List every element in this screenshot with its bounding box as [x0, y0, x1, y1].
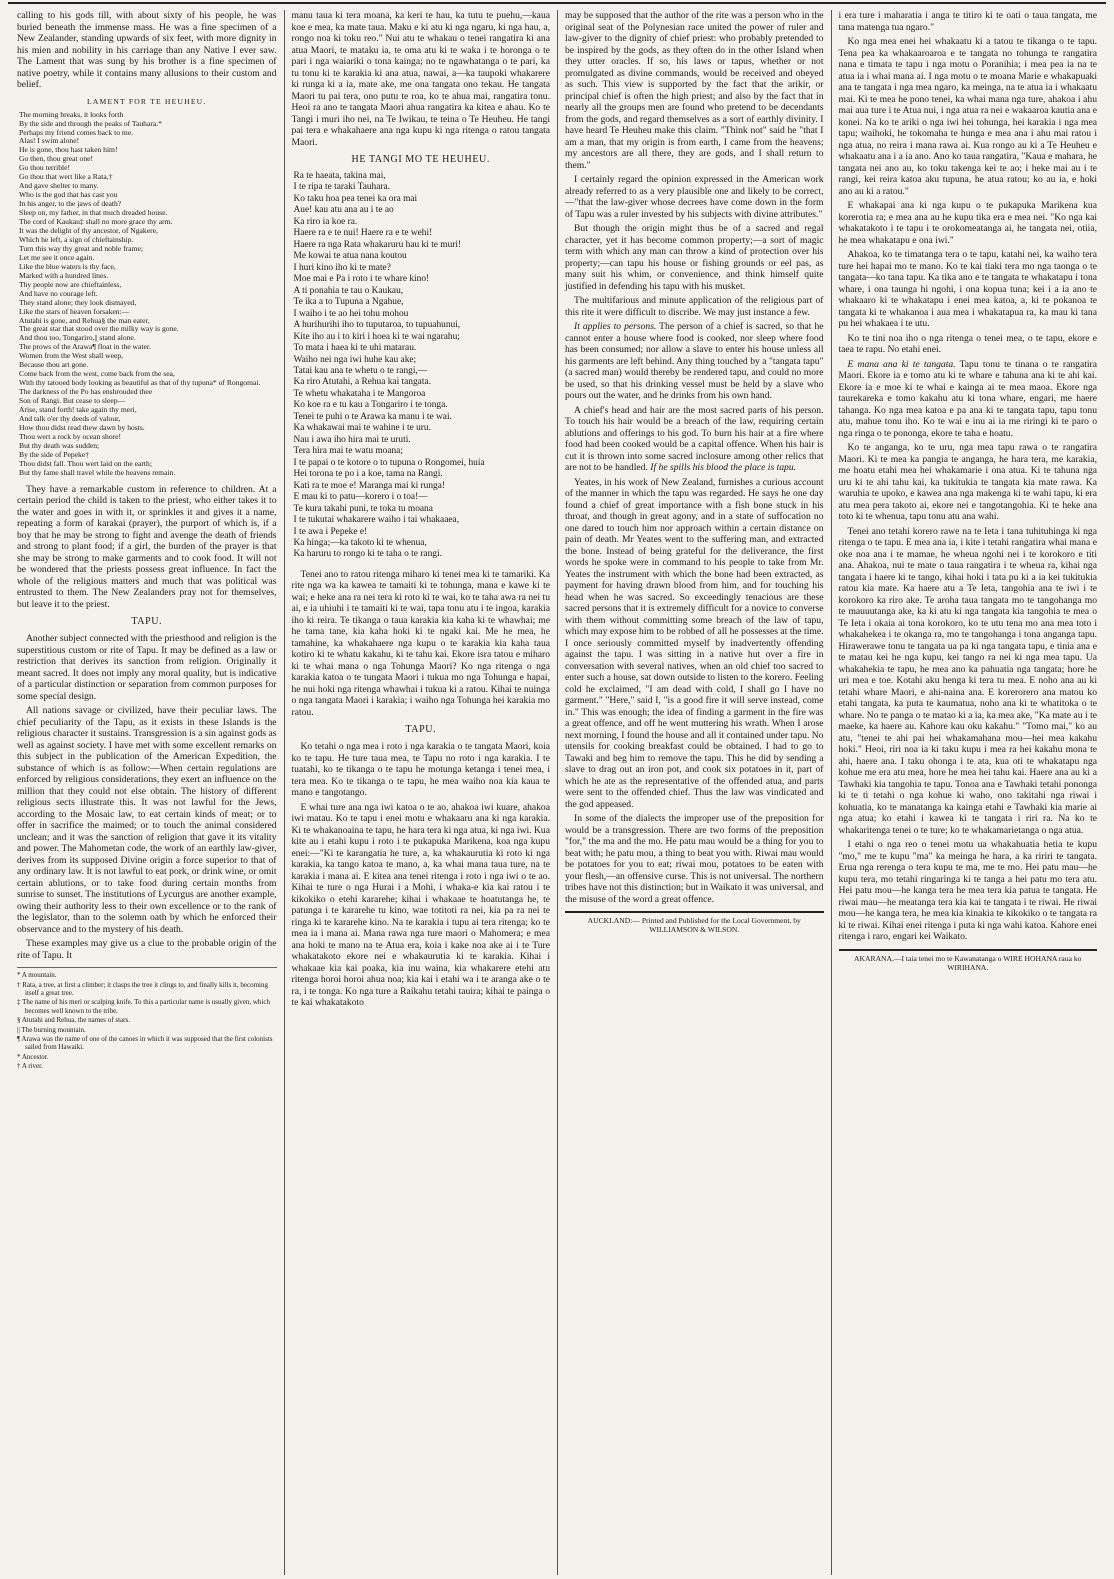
column-1-english: [10, 10, 284, 1575]
lament-line: Because thou art gone.: [19, 360, 89, 370]
tangi-line: I te awa i Pepeke e!: [293, 526, 368, 537]
col1-footnotes: [17, 967, 277, 1070]
column-4-maori: [831, 10, 1105, 1575]
footnote: || The burning mountain.: [17, 1025, 86, 1034]
lament-line: Go then, thou great one!: [19, 154, 94, 164]
tangi-line: Tenei te puhi o te Arawa ka manu i te wai.: [293, 411, 452, 422]
lament-line: Like the stars of heaven forsaken:—: [19, 306, 130, 316]
lament-line: Go thou that wert like a Rata,†: [19, 172, 113, 182]
tangi-line: Ka haruru to rongo ki te taha o te rangi.: [293, 549, 442, 560]
tangi-line: Moe mai e Pa i roto i te whare kino!: [293, 274, 430, 285]
col4-paragraph-tini: Ko te tini noa iho o nga ritenga o tenei mea, o te tapu, ekore e taea te rapu. No etahi enei.: [838, 332, 1097, 355]
tangi-line: Tatai kau ana te whetu o te rangi,—: [293, 365, 428, 376]
column-2-maori: [284, 10, 558, 1575]
footnote: * A mountain.: [17, 971, 57, 980]
lament-line: Perhaps my friend comes back to me.: [19, 127, 134, 137]
lament-line: But thy death was sudden;: [19, 440, 100, 450]
english-imprint: AUCKLAND:— Printed and Published for the Local Government, by WILLIAMSON & WILSON.: [565, 911, 824, 935]
lament-line: And thou too, Tongariro,|| stand alone.: [19, 333, 136, 343]
lament-title: LAMENT FOR TE HEUHEU.: [87, 96, 207, 106]
col2-intro-paragraph: manu taua ki tera moana, ka keri te hau, ka tutu te puehu,—kaua koe e mea, ka mate taua. Maku e ki atu ki nga ngaru, ki nga hau, a, rongo noa ki toku reo." Nui atu te whakau o tenei rangatira ki ana atua Maori, te mataku ia, te oma atu ki te waka i te horonga o te pari i nga waiariki o tona kainga; no te ngawhatanga o te pari, ka tu tonu ki te karakia ki ana atua, nawai, a—ka taupoki whakarere ki runga ki a ia, mate ake, me ona tangata ono tekau. He tangata Maori tu pai tera, ono putu te roa, ko te ahua mai, rangatira tonu. Heoi ra ano te tangata Maori ahua rangatira ka kitea e ahau. Ko te Tangi i muri iho nei, na Te Iwikau, te teina o Te Heuheu. He tangi pai tera e whakahaere ana nga kupu ki nga ritenga o ratou tangata Maori.: [291, 10, 550, 148]
col4-paragraph-anganga: Ko te anganga, ko te uru, nga mea tapu rawa o te rangatira Maori. Ki te mea ka pangia te anganga, he hara tera, me karakia, me hoatu etahi mea hei whakamarie i ona atua. Ki te tahuna nga uru ki te ahi tahu kai, ka tukitukia te tangata kia mate rawa. Ka waruhia te upoko, e kawea ana nga makenga ki te wahi tapu, ki era atu mea pera takoto ai, ekore nei e tangotangohia. Ki te heke ana toto ki te whenua, tapu tonu atu ana wahi.: [838, 442, 1097, 522]
col3-paragraph-head-hair: [565, 405, 824, 474]
col3-paragraph-yeates: Yeates, in his work of New Zealand, furnishes a curious account of the manner in which the tapu was regarded. He says he one day found a chief of great importance with a fish bone stuck in his throat, and though in great agony, and in a state of suffocation no one dared to touch him nor approach within a certain distance on pain of death. Mr Yeates went to the suffering man, and extracted the bone. Instead of being grateful for the deliverance, the first words he spoke were in command to his people to take from Mr. Yeates the instrument with which the bone had been extracted, as payment for having drawn blood from him, and for touching his head when he was sacred. So exceedingly tenacious are these sacred persons that it is extremely difficult for a novice to converse with them without committing some breach of the law of tapu, which may expose him to be robbed of all he possesses at the time. I once seriously committed myself by inadvertently offending against the tapu. I was sitting in a native hut over a fire in conversation with several natives, when an old chief too sacred to enter such a house, sat down outside to listen to the korero. Feeling cold he exclaimed, "I am dead with cold, I shall go I have no garment." "Here," said I, "is a good fire it will serve instead, come in." This was enough; the idea of finding a garment in the fire was a great offence, and off he went muttering his wrath. When I arose next morning, I found the house and all it contained under tapu. No utensils for cooking breakfast could be obtained. I had to go to Tawaki and beg him to remove the tapu. This he did by sending a slave to drag out an iron pot, and cook six potatoes in it, part of which he ate as the representative of the offended atua, and parts were sent to the offended chief. Thus the law was vindicated and the god appeased.: [565, 476, 824, 810]
col4-paragraph-mana: [839, 359, 1098, 440]
tangi-line: Ka hinga;—ka takoto ki te whenua,: [293, 538, 427, 548]
tangi-line: A ti ponahia te tau o Kaukau,: [293, 285, 404, 296]
tangi-line: Ko koe ra e tu kau a Tongariro i te tonga.: [293, 400, 448, 411]
col1-paragraph-children: They have a remarkable custom in reference to children. At a certain period the child is taken to the priest, who either takes it to the water and goes in with it, or sprinkles it and gives it a name, repeating a form of karakai (prayer), the purport of which is, if a boy that he may be strong to fight and avenge the death of friends and strong to plant food; if a girl, the burden of the prayer is that she may be strong to make garments and to cook food. It will not be wondered that the priests possess great influence. In fact the whole of the religious matters and much that was political was entrusted to them. The New Zealanders pray not for themselves, but leave it to the priest.: [17, 483, 277, 610]
tangi-line: Te whetu whakataha i te Mangoroa: [293, 388, 426, 399]
lament-line: The morning breaks, it looks forth: [19, 109, 124, 119]
tangi-line: Ka riro ia koe ra.: [293, 216, 358, 227]
tangi-line: Waiho nei nga iwi huhe kau ake;: [293, 354, 417, 365]
tangi-line: A hurihurihi iho to tuputaroa, to tupuahunui,: [293, 320, 461, 331]
col4-mana-text: Tapu tonu te tinana o te rangatira Maori. Ekore ia e tomo atu ki te whare e tahuna ana ki te ahi kai. Ekore ia e moe ki te whai e kainga ai te mea maoa. Ekore nga taurekareka e tomo kakahu atu ki tona whare, engari, me haere tahanga. Ko nga mea katoa e pa ana ki te tangata tapu, tapu tonu atu, mahue tonu iho. Ko te wai e inu ai ia me riringi ki te paro o nga ringa o te pononga, ekore te taha e hoatu.: [838, 358, 1097, 439]
tangi-chant: [294, 171, 551, 561]
lament-line: Arise, stand forth! take again thy meri,: [19, 405, 137, 415]
lament-line: And have no courage left.: [19, 288, 98, 298]
lament-line: Son of Rangi. But cease to sleep—: [19, 396, 126, 406]
footnote: ¶ Arawa was the name of one of the canoes in which it was supposed that the first colonists sailed from Hawaiki.: [17, 1034, 273, 1052]
tangi-line: I huri kino iho ki te mate?: [293, 262, 391, 273]
lament-line: By the side of Pepeke†: [19, 449, 90, 459]
tangi-line: Nau i awa iho hira mai te uruti.: [293, 434, 411, 445]
col3-paragraph-property: But though the origin might thus be of a sacred and regal character, yet it has become common property;—a sort of magic term with which any man can throw a kind of protection over his property;—can tapu his house or fishing grounds or eel pas, as many suit his whim, or convenience, and think himself quite justified in defending his tapu with his musket.: [565, 223, 824, 292]
lament-line: With thy tatooed body looking as beautiful as that of thy tupuna* of Rongomai.: [19, 378, 261, 388]
column-container: [10, 10, 1104, 1575]
lament-line: In his anger, to the jaws of death?: [19, 199, 122, 209]
col1-paragraph-nations: All nations savage or civilized, have their peculiar laws. The chief peculiarity of the Tapu, as it exists in these Islands is the religious character it sustains. Transgression is a sin against gods as well as against society. I have met with some excellent remarks on this subject in the publication of the American Expedition, the substance of which is as follow:—When certain regulations are enforced by religious considerations, they exert an influence on the million that they could not else obtain. The history of different religious sects illustrate this. It was not lawful for the Jews, according to the Mosaic law, to eat certain kinds of meat; or to offer in sacrifice the maimed; or to touch the animal considered unclean; and it was the sanction of religion that gave it its vitality and power. The Mahometan code, the work of an earthly law-giver, derives from its supposed Divine origin a force superior to that of any ordinary law. It is not lawful to eat pork, or drink wine, or omit certain ablutions, or to take food during certain months from sunrise to sunset. The institutions of Lycurgus are another example, owing their authority less to their own excellence or to the rank of the legislator, than to the solemn oath by which he enforced their observance and to the mystery of his death.: [17, 705, 277, 935]
tangi-line: Ko taku hoa pea tenei ka ora mai: [293, 193, 418, 204]
lament-line: Alas! I swim alone!: [19, 136, 80, 146]
top-rule: [8, 2, 1106, 4]
col4-paragraph-timatanga: Ahakoa, ko te timatanga tera o te tapu, katahi nei, ka waiho tera ture hei hapai mo te mano. Ko te kai tiaki tera mo nga taonga o te tangata—ko tana tapu. Ka tika ano e te tangata te whakatapu i tona whare, i ona taunga hi ngohi, i ona kopua tuna; kei i a ia ano te whakaaro ki te whakatapu i enei mea katoa, a, ki te pokanoa te tangata ki te whakanoa i aua mea i whakatapua ra, ka mau ki tana pu hei whakaea i te utu.: [838, 249, 1097, 329]
lament-line: Thou didst fall. Thou wert laid on the earth;: [19, 458, 152, 468]
lament-line: Thy people now are chieftainless,: [19, 279, 122, 289]
column-3-english: [557, 10, 831, 1575]
lament-line: Women from the West shall weep,: [19, 351, 124, 361]
col1-intro-paragraph: calling to his gods till, with about sixty of his people, he was buried beneath the immense mass. He was a fine specimen of a New Zealander, standing upwards of six feet, with more dignity in his mien and nobility in his carriage than any Native I ever saw. The Lament that was sung by his brother is a fine specimen of native poetry, while it contains many allusions to their custom and belief.: [17, 10, 277, 90]
tangi-line: Me kowai te atua nana koutou: [293, 251, 407, 262]
tangi-line: I te papai o te kotore o to tupuna o Rongomei, huia: [293, 457, 485, 468]
tangi-line: Te kura takahi puni, te toka tu moana: [293, 503, 433, 514]
col3-head-hair-tail: If he spills his blood the place is tapu.: [650, 462, 797, 473]
lament-line: The darkness of the Po has enshrouded thee: [19, 387, 153, 397]
col2-paragraph-tamariki: Tenei ano to ratou ritenga miharo ki tenei mea ki te tamariki. Ka rite nga wa ka kawea te tamaiti ki te tohunga, mana e kawe ki te wai; e heke ana ra nei tera ki roto ki te wai, ko te taha awa ra nei tu ai, e ia uhiuhi i te tamaiti ki te wai, tapa tonu atu i te ingoa, karakia iho ki reira. Te tikanga o taua karakia kia kaha ki te whawhai; me he tama tane, kia kaha hoki ki te ngaki kai. Me he mea, he tamahine, ka whakahaere nga kupu o te karakia kia kaha taua kotiro ki te whatu kakahu, ki te tahu kai. Ekore isra tatou e miharo ki te whai mana o nga Tohunga Maori? Ko nga ritenga o nga karakia katoa o te tungata Maori i tukua mo nga Tohunga e hapai, he nui hoki nga ritenga whawhai i tukua ki a ratou. Kihai te nuinga o nga tangata Maori i karakia; i waiho nga Tohunga hei karakia mo ratou.: [291, 568, 550, 718]
tangi-line: I te ripa te taraki Tauhara.: [293, 182, 391, 193]
tangi-line: Ra te haeata, takina mai,: [293, 171, 386, 181]
tangi-line: Aue! kau atu ana au i te ao: [293, 205, 394, 216]
lament-line: Marked with a hundred lines.: [19, 270, 109, 280]
col2-tapu-heading: TAPU.: [405, 724, 437, 736]
col4-intro-paragraph: i era ture i maharatia i anga te titiro ki te oati o taua tangata, me tana matenga tua ngaro.": [838, 10, 1097, 33]
col3-paragraph-persons: [565, 321, 824, 402]
lament-line: Atutahi is gone, and Rehua§ the man eater,: [19, 315, 150, 325]
lament-poem: [19, 111, 277, 478]
col4-paragraph-whakapai: E whakapai ana ki nga kupu o te pukapuka Marikena kua korerotia ra; e mea ana au he kupu tika era e mea nei. "Ko nga kai whakatakoto i te tapu i te orokomeatanga ai, he tangata nei, otiia, he mea whakatapu e ona iwi.": [838, 200, 1097, 246]
tangi-line: Tera hira mai te watu moana;: [293, 446, 403, 457]
tangi-line: I te tukutai whakarere waiho i tai whakaaea,: [293, 515, 460, 526]
tangi-line: Ka whakawai mai te wahine i te uru.: [293, 423, 431, 434]
tangi-line: Hei torona te po i a koe, tama na Rangi.: [293, 469, 443, 480]
col4-mana-lead: E mana ana ki te tangata.: [847, 358, 956, 370]
tangi-line: Kite iho au i to kiri i hoea ki te wai ngarahu;: [293, 331, 460, 342]
tangi-line: Haere ra nga Rata whakaruru hau ki te muri!: [293, 239, 462, 250]
col1-paragraph-tapu-definition: Another subject connected with the priesthood and religion is the superstitious custom or rite of Tapu. It may be defined as a law or restriction that derives its sanction from religion. Originally it meant sacred. It does not imply any moral quality, but is indicative of a particular distinction or separation from common purposes for some special design.: [17, 633, 277, 702]
tangi-line: Haere ra e te nui! Haere ra e te wehi!: [293, 228, 433, 239]
tangi-line: Kati ra te moe e! Maranga mai ki runga!: [293, 480, 445, 491]
lament-line: Like the blue waters is thy face,: [19, 261, 116, 271]
col2-paragraph-ture: E whai ture ana nga iwi katoa o te ao, ahakoa iwi kuare, ahakoa iwi matau. Ko te tapu i enei motu e whakaaru ana ki nga karakia. Ki te whakanoaina te tapu, he hara tera ki nga atua, ki nga iwi. Kua kite au i etahi kupu i roto i te pukapuka Marikena, koa nga kupu enei:—"Ki te karangatia he ture, a, ka whakaurutia ki roto ki nga karakia, ka tango katoa te mano, a, ka whai mana taua ture, na te karakia i mana ai. E kitea ana tenei ritenga i roto i nga iwi o te ao. Kihai te ture o nga Hurai i a Mohi, i whaka-e kia kai ratou i te kikokiko o etehi kararehe; kihai i whakaae te hoatutanga he, te patunga i te kararehe tu kino, wae totitoti ra nei, kia pa ra nei te ringa ki te kararehe kino. Na te karakia i tupu ai tera ritenga; ko te mea ia i mana ai. Mana rawa nga ture maori o Mahomera; e mea ana hoki te mano na te Atua era, koia i kake noa ake ai i te Ture whakatakoto ekore nei e whakaurutia ki te karakia. Kihai i whakaae kia kai poaka, kia inu waina, kia whakarere etehi atu ritenga horoi horoi ahua noa; kia kai i etahi wa i te aranga ake o te ra, i te tonga. Ko nga ture a Raikahu tetahi tauira; kihai te painga o te kai whakatakoto: [291, 801, 550, 1009]
col3-intro-paragraph: may be supposed that the author of the rite was a person who in the original seat of the Polynesian race united the power of ruler and law-giver to the dignity of chief priest: who probably pretended to be inspired by the gods, as they often do in the other Island when they utter oracles. If so, his laws or tapus, whether or not promulgated as divine commands, would be received and obeyed as such. This view is supported by the fact that the arikir, or principal chief is often the high priest; and also by the fact that in nearly all the groups men are found who pretend to be decendants from the gods, and regard themselves as a sort of earthly divinity. I have heard Te Heuheu make this claim. "Think not" said he "that I am a man, that my origin is from earth, I came from the heavens; my ancestors are all there, they are gods, and I shall return to them.": [565, 10, 824, 171]
tangi-line: Ka riro Atutahi, a Rehua kai tangata.: [293, 377, 431, 388]
lament-line: The prows of the Arawa¶ float in the water.: [19, 342, 151, 352]
col3-persons-text: The person of a chief is sacred, so that he cannot enter a house where food is cooked, nor sleep where food has been consumed; nor allow a slave to enter his house unless all his garments are left behind. Any thing touched by a "tangata tapu" (a sacred man) would thereby be rendered tapu, and could no more be used, so that his drinking vessel must be held by a slave who pours out the water, and he drinks from his own hand.: [565, 321, 824, 401]
footnote: † Rata, a tree, at first a climber; it clasps the tree it clings to, and finally kills it, becoming itself a great tree.: [17, 980, 268, 997]
lament-line: Who is the god that has cast you: [19, 190, 118, 200]
col4-paragraph-reo: I etahi o nga reo o tenei motu ua whakahuatia hetia te kupu "mo," me te kupu "ma" ka meinga he hara, a ka ririri te tangata. Erua nga rerenga o tera kupu te ma, me te mo. Hei patu mau—he kupu tera, mo tetahi ringaringa ki te tanga a hei patu mo tera atu. Hei patu mou—he kanga tera he mea tera kia patua te tangata. He riwai mau—he meatanga tera kia kai te tangata i te riwai. He riwai mou—he kanga tera, he mea kia kinakia te kikokiko o te tangata ra ki te riwai. Kihai enei ritenga i puta ki nga wahi katoa. Kahore enei ritenga i raro, engari kei Waikato.: [838, 839, 1097, 942]
lament-line: It was the delight of thy ancestor, of Ngakere,: [19, 226, 158, 235]
tangi-title: HE TANGI MO TE HEUHEU.: [351, 154, 490, 165]
lament-line: How thou didst read thew dawn by hosts.: [19, 422, 145, 432]
footnote: ‡ The name of his meri or scalping knife. To this a particular name is usually given, which becomes well known to the tribe.: [17, 998, 270, 1015]
tangi-line: E mau ki to patu—korero i o toa!—: [293, 492, 428, 503]
col3-head-hair-text: A chief's head and hair are the most sacred parts of his person. To touch his hair would be a breach of the law, requiring certain ablutions and offerings to his god. To burn his hair at a fire where food had been cooked would be a capital offence. When his hair is cut it is thrown into some sacred inclosure among other relics that are not to be handled.: [565, 404, 824, 473]
lament-line: Which he left, a sign of chieftainship.: [19, 234, 134, 244]
lament-line: He is gone, thou hast taken him!: [19, 145, 118, 155]
col3-persons-lead: It applies to persons.: [574, 321, 657, 332]
col1-paragraph-examples: These examples may give us a clue to the probable origin of the rite of Tapu. It: [17, 938, 277, 961]
lament-line: Thou wert a rock by ocean shore!: [19, 431, 122, 441]
col4-paragraph-tikanga: Ko nga mea enei hei whakaatu ki a tatou te tikanga o te tapu. Tena pea ka whakaaroaroa e te tangata no tohunga te rangatira nana e timata te tapu i nga motu o Poranihia; i mea pea ia na te atua ia i whai mana ai. I nga motu o te moana Marie e whakapuaki ana te tangata i nga mea ngaro, ka meinga, na te atua ia i whakaatu mai. Ki te mea he pono tenei, ka whai mana nga ture, ahakoa i ahu mai aua ture i te Atua nui, i nga atua ra nei e wakaaroa kautia ana e konei. Na ko te ariki o nga iwi hei tohunga, hei karakia i nga mea tapu; waihoki, he tokomaha te hunga e mea ana i ahu mai ratou i nga atua, no reira i mana rawa ai. Kua rongo au ki a Te Heuheu e whakaatu ana i a ia ano. Ano ko taua rangatira, "Kaua e mahara, he tangata nei ano au, ko toku takenga kei te ao; i heke mai au i te rangi, kei reira katoa aku tupuna, he atua ratou; ko au ia, e hoki ano au ki a ratou.": [838, 36, 1097, 197]
lament-line: They stand alone; they look dismayed,: [19, 297, 137, 307]
lament-line: The cord of Kaukau‡ shall no more grace thy arm.: [19, 217, 173, 227]
tangi-line: To mata i haea ki te uhi matarau.: [293, 343, 417, 354]
col3-paragraph-dialects: In some of the dialects the improper use of the preposition for would be a transgression. There are two forms of the preposition "for," the ma and the mo. He patu mau would be a thing for you to beat with; he patu mou, a thing to beat you with. Riwai mau would be potatoes for you to eat; riwai mou, potatoes to be eaten with your flesh,—an offensive curse. This is not universal. The northern tribes have not this distinction; but in Waikato it was universal, and the misuse of the word a great offence.: [565, 813, 824, 905]
maori-imprint: AKARANA,—I taia tenei mo te Kawanatanga o WIRE HOHANA raua ko WIRIHANA.: [839, 949, 1098, 973]
footnote: † A river.: [17, 1062, 43, 1071]
lament-line: Turn this way thy great and noble frame;: [19, 243, 143, 253]
footnote: * Ancestor.: [17, 1052, 49, 1061]
lament-line: The great star that stood over the milky way is gone.: [19, 324, 179, 334]
lament-line: And talk o'er thy deeds of valour,: [19, 414, 121, 424]
tangi-line: Te ika a to Tupuna a Ngahue,: [293, 297, 404, 308]
footnote: § Atutahi and Rehua, the names of stars.: [17, 1016, 130, 1025]
lament-line: Sleep on, my father, in that much dreaded house.: [19, 208, 168, 218]
col1-tapu-heading: TAPU.: [131, 616, 163, 628]
col3-paragraph-opinion: I certainly regard the opinion expressed in the American work already referred to as a very plausible one and likely to be correct,—"that the law-giver whose decrees have come down in the form of Tapu was a ruler invested by his subjects with divine attributes.": [565, 174, 824, 220]
col2-paragraph-tapu: Ko tetahi o nga mea i roto i nga karakia o te tangata Maori, koia ko te tapu. He ture taua mea, te Tapu no roto i nga karakia. I te tuatahi, ko te tikanga o te tapu he motunga ketanga i tenei mea, i tera mea. Ko te tikanga o te tapu, he mea waiho noa kia kaua te mano e tangotango.: [291, 741, 550, 799]
col3-paragraph-application: The multifarious and minute application of the religious part of this rite it were difficult to discribe. We may just instance a few.: [565, 295, 824, 318]
tangi-line: I waiho i te ao hei tohu mohou: [293, 308, 409, 319]
lament-line: Let me see it once again.: [19, 252, 95, 262]
lament-line: Go thou terrible!: [19, 163, 71, 173]
lament-line: By the side and through the peaks of Tauhara.*: [19, 118, 162, 128]
lament-line: Come back from the west, come back from the sea,: [19, 369, 175, 379]
lament-line: But thy fame shall travel while the heavens remain.: [19, 467, 176, 477]
lament-line: And gave shelter to many.: [19, 181, 99, 191]
col4-paragraph-ieta: Tenei ano tetahi korero rawe na te Ieta i tana tuhituhinga ki nga ritenga o te tapu. E mea ana ia, i kite i tetahi rangatira whai mana e oke noa ana i te mamae, he wheua ngohi nei i te korokoro e titi ana. Ahakoa, nui te mate o taua rangatira i te wheua ra, kihai nga tangata i haere ki te tango, kihai hoki i tata pu ki a ia kei tukitukia ratou kia mate. Ka haere atu a Te Ieta, tangohia ana te iwi i te korokoro ka riro ake. Te aroha taua tangata mo te tangohanga mo te mauuutanga ake, ka ki atu ki nga tangata kia tangohia te mea o Te Ieta i okaia ai tona korokoro, ko te utu tena mo ana mea toto i whakahekea i te okanga ra, mo te tangohanga i tona anganga tapu. Hirawerawe tonu te tangata ua pa ki nga tangata tapu, e tinia ana e te matau kei he nga kupu, kei tango ra nei ki nga mea tapu. Ua whakahekia te tapu, he mea ano ka pahuatia nga tangata; hore he uri mea e toe. Kotahi aku henga ki tera tu mea. E noho ana au ki tetahi whare Maori, e ahi-naina ana. E korerorero ana matou ko etahi tangata, ka puta te kaumatua, noho ana ki te whatitoka o te whare. No te panga o te matao ki a ia, ka mea ake, "Ka mate au i te maeke, ka haere au. Kahore kau oku kakahu." "Tomo mai," ko au atu, "tenei te ahi pai hei whakamahana mou—hei mea kakahu hoki." Heoi, riri noa ia ki taku kupu i mea ra hei kakahu mona te ahi, haere ana. I taku ohonga i te ata, kua oti te whakatapu nga kohue me era atu mea, hore he mea hei tahu kai. Haere ana au ki a Tawhaki kia tangohia te tapu. Tonoa ana e Tawhaki tetahi pononga ki te ti tetahi o nga kohue ki waho, ono takitahi nga riwai i kohuatia, ko te manatanga ka kainga etahi e Tawhaki kia marie ai nga atua; ko etahi i kawea ki te tangata i riri ra. Na ko te whakaritenga tenei o te ture; ko te whakamarietanga o nga atua.: [838, 525, 1097, 836]
